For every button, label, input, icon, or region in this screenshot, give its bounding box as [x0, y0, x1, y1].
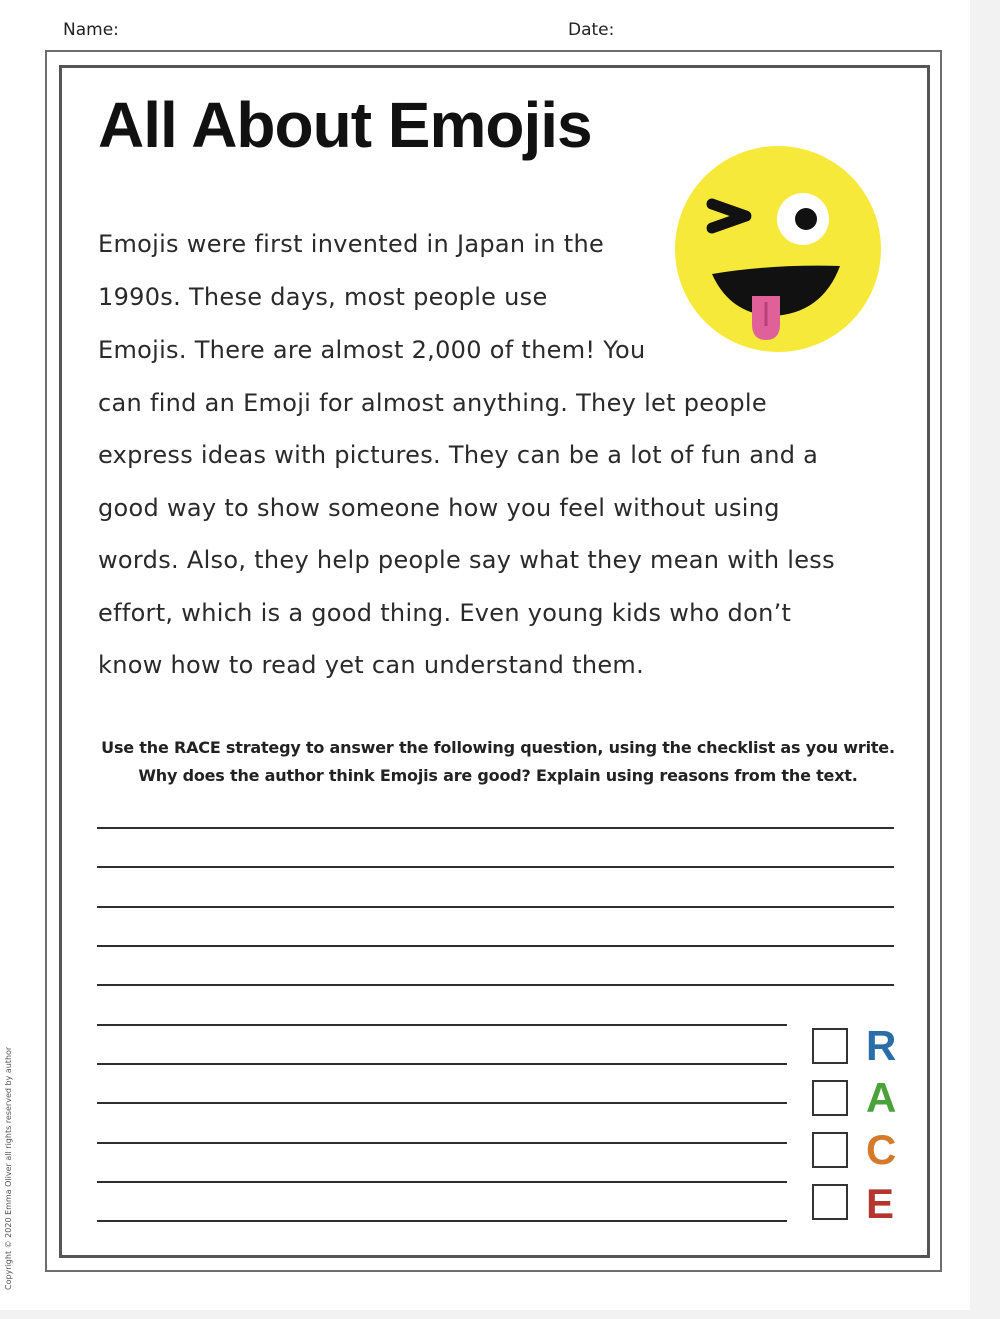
copyright-note: Copyright © 2020 Emma Oliver all rights reserved by author	[4, 1046, 13, 1290]
answer-line[interactable]	[97, 827, 894, 829]
passage-line: Emojis were first invented in Japan in the	[98, 230, 605, 258]
date-label: Date:	[568, 20, 615, 40]
answer-line[interactable]	[97, 1024, 787, 1026]
worksheet-title: All About Emojis	[98, 89, 592, 161]
race-letter-a: A	[866, 1074, 897, 1121]
passage-line: Emojis. There are almost 2,000 of them! You	[98, 336, 646, 364]
answer-line[interactable]	[97, 1220, 787, 1222]
answer-line[interactable]	[97, 945, 894, 947]
passage-line: 1990s. These days, most people use	[98, 283, 548, 311]
passage-line: express ideas with pictures. They can be a lot of fun and a	[98, 441, 819, 469]
answer-line[interactable]	[97, 1063, 787, 1065]
checkbox-r[interactable]	[812, 1028, 848, 1064]
passage-line: effort, which is a good thing. Even young kids who don’t	[98, 599, 792, 627]
race-letter-c: C	[866, 1126, 897, 1173]
winking-tongue-emoji-icon	[672, 146, 884, 352]
emoji-pupil	[795, 208, 817, 230]
passage-line: good way to show someone how you feel without using	[98, 494, 780, 522]
race-letter-r: R	[866, 1022, 897, 1069]
answer-line[interactable]	[97, 984, 894, 986]
answer-line[interactable]	[97, 1181, 787, 1183]
answer-line[interactable]	[97, 1102, 787, 1104]
name-label: Name:	[63, 20, 119, 40]
checkbox-a[interactable]	[812, 1080, 848, 1116]
prompt-question: Why does the author think Emojis are good? Explain using reasons from the text.	[138, 766, 858, 785]
answer-line[interactable]	[97, 906, 894, 908]
prompt-instruction: Use the RACE strategy to answer the following question, using the checklist as you write.	[101, 738, 895, 757]
answer-line[interactable]	[97, 866, 894, 868]
passage-line: can find an Emoji for almost anything. They let people	[98, 389, 767, 417]
checkbox-c[interactable]	[812, 1132, 848, 1168]
passage-line: know how to read yet can understand them.	[98, 651, 645, 679]
race-letter-e: E	[866, 1180, 895, 1227]
answer-line[interactable]	[97, 1142, 787, 1144]
passage-line: words. Also, they help people say what they mean with less	[98, 546, 835, 574]
checkbox-e[interactable]	[812, 1184, 848, 1220]
